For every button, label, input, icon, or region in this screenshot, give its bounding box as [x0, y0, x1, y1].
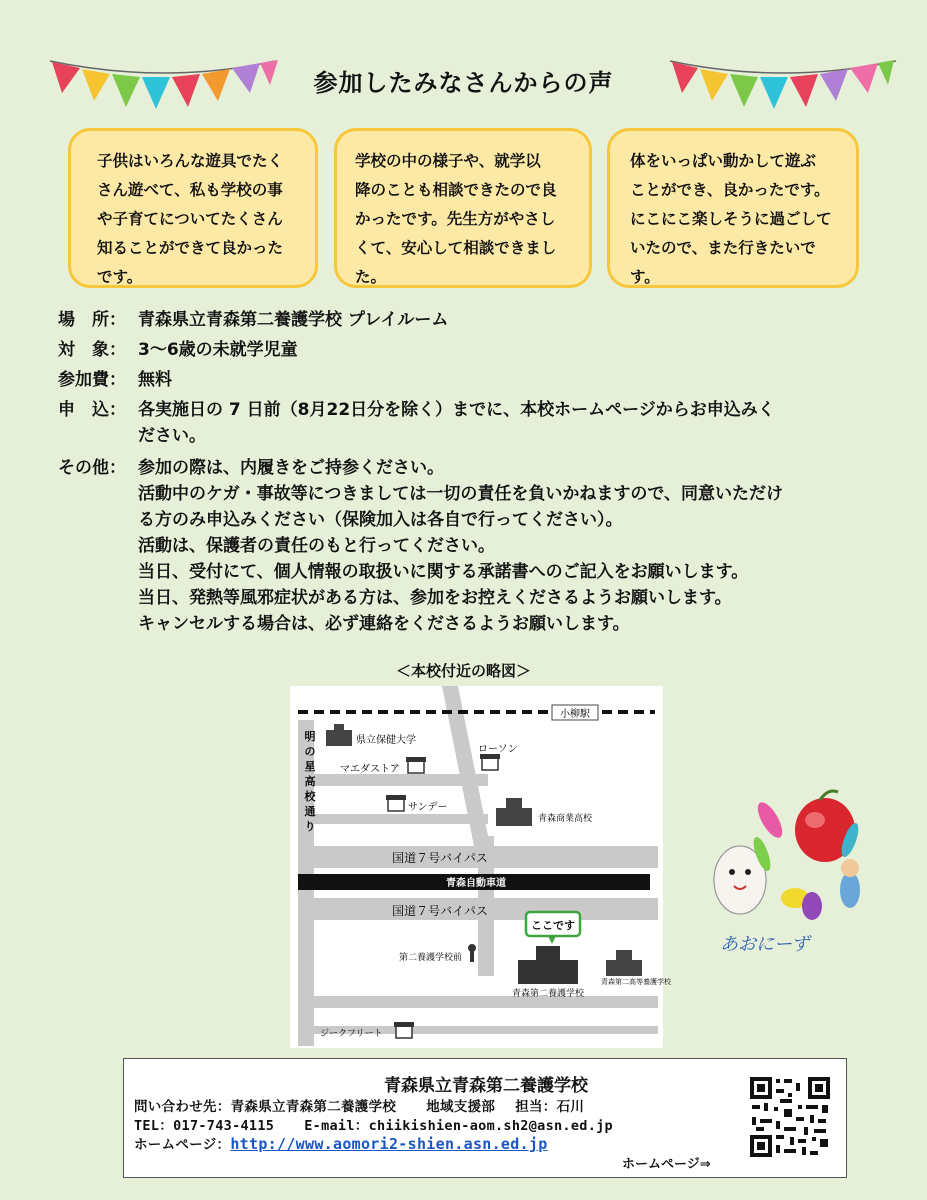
info-fee-row — [58, 367, 898, 397]
homepage-link[interactable]: http://www.aomori2-shien.asn.ed.jp — [230, 1135, 548, 1153]
voice-line: 子供はいろんな遊具でたく — [97, 152, 284, 170]
label-our-school: 青森第二養護学校 — [511, 989, 585, 999]
voice-bubble-1 — [68, 128, 318, 288]
map-title: ＜本校付近の略図＞ — [395, 662, 531, 680]
info-apply-line: 各実施日の 7 日前（8月22日分を除く）までに、本校ホームページからお申込みく — [138, 400, 775, 420]
contact-dept: 地域支援部 — [426, 1099, 496, 1115]
street-char: の — [304, 745, 316, 758]
contact-inquiry: 問い合わせ先：青森県立青森第二養護学校 — [134, 1099, 397, 1115]
info-section — [58, 307, 898, 637]
contact-box — [123, 1058, 847, 1178]
info-other-line: 当日、発熱等風邪症状がある方は、参加をお控えくださるようお願いします。 — [138, 588, 732, 608]
info-other-line: 当日、受付にて、個人情報の取扱いに関する承諾書へのご記入をお願いします。 — [138, 562, 749, 582]
voice-line: す。 — [630, 268, 660, 286]
label-expressway: 青森自動車道 — [446, 878, 506, 889]
label-bus-stop: 第二養護学校前 — [398, 953, 462, 963]
voice-bubble-2 — [334, 128, 592, 288]
area-map — [290, 686, 671, 1048]
qr-code[interactable] — [748, 1075, 832, 1159]
street-char: 星 — [304, 760, 316, 773]
label-route7-a: 国道７号バイパス — [392, 851, 488, 865]
info-other-line: 参加の際は、内履きをご持参ください。 — [138, 458, 444, 478]
store-icon — [480, 754, 500, 770]
info-apply-line: ださい。 — [138, 426, 206, 446]
landmark-university: 県立保健大学 — [356, 735, 416, 746]
voice-line: かったです。先生方がやさし — [355, 210, 556, 228]
contact-tel: TEL：017-743-4115 — [134, 1118, 275, 1134]
info-fee: 無料 — [138, 370, 172, 390]
info-target-row — [58, 337, 898, 367]
here-label: ここです — [531, 919, 575, 932]
voice-line: 降のことも相談できたので良 — [355, 181, 557, 199]
voice-line: くて、安心して相談できまし — [355, 239, 557, 257]
voice-line: た。 — [355, 268, 387, 286]
contact-line-hp — [134, 1133, 548, 1153]
contact-line-inquiry — [134, 1095, 584, 1115]
road-h1 — [298, 774, 488, 786]
street-char: 高 — [304, 775, 316, 788]
info-place: 青森県立青森第二養護学校 プレイルーム — [138, 310, 449, 330]
street-char: 校 — [304, 790, 316, 803]
store-icon — [394, 1022, 414, 1038]
info-label: 対 象： — [58, 340, 126, 360]
contact-email[interactable]: E-mail：chiikishien-aom.sh2@asn.ed.jp — [304, 1118, 613, 1134]
mascot-illustration — [700, 780, 880, 965]
info-label: その他： — [58, 458, 126, 478]
store-icon — [386, 795, 406, 811]
info-label: 参加費： — [58, 370, 126, 390]
landmark-jcflit: ジークフリート — [320, 1029, 383, 1039]
label-high-school: 青森第二高等養護学校 — [601, 978, 671, 986]
contact-line-tel — [134, 1114, 613, 1134]
info-other — [138, 455, 898, 637]
info-other-line: 活動は、保護者の責任のもと行ってください。 — [138, 536, 495, 556]
contact-title: 青森県立青森第二養護学校 — [384, 1076, 588, 1096]
info-target: 3～6歳の未就学児童 — [138, 340, 298, 360]
info-other-line: る方のみ申込みください（保険加入は各自で行ってください）。 — [138, 510, 623, 530]
voice-line: や子育てについてたくさん — [97, 210, 283, 228]
info-other-line: キャンセルする場合は、必ず連絡をくださるようお願いします。 — [138, 614, 630, 634]
road-h3 — [298, 996, 658, 1008]
contact-hp-label: ホームページ： — [134, 1137, 231, 1153]
street-char: 明 — [304, 730, 316, 743]
page-title: 参加したみなさんからの声 — [313, 69, 614, 97]
voice-line: です。 — [97, 268, 143, 286]
mascot-label: あおにーず — [720, 934, 810, 955]
landmark-commercial-hs: 青森商業高校 — [538, 814, 593, 824]
landmark-sunday: サンデー — [408, 802, 448, 813]
voice-line: いたので、また行きたいで — [630, 239, 816, 257]
voice-line: にこにこ楽しそうに過ごして — [630, 210, 832, 228]
voice-line: さん遊べて、私も学校の事 — [97, 181, 283, 199]
road-h2 — [298, 814, 488, 824]
voice-line: 学校の中の様子や、就学以 — [355, 152, 541, 170]
voice-line: ことができ、良かったです。 — [630, 181, 830, 199]
contact-person: 担当：石川 — [515, 1099, 585, 1115]
voice-line: 知ることができて良かった — [97, 239, 284, 257]
station-label: 小柳駅 — [560, 709, 590, 720]
voice-line: 体をいっぱい動かして遊ぶ — [630, 152, 817, 170]
info-label: 場 所： — [58, 310, 126, 330]
street-char: 通 — [304, 805, 316, 818]
info-apply — [138, 397, 898, 455]
voice-bubble-3 — [607, 128, 859, 288]
qr-caption: ホームページ⇒ — [622, 1157, 711, 1172]
info-apply-row — [58, 397, 898, 455]
landmark-maeda: マエダストア — [340, 764, 400, 775]
info-other-row — [58, 455, 898, 637]
store-icon — [406, 757, 426, 773]
info-other-line: 活動中のケガ・事故等につきましては一切の責任を負いかねますので、同意いただけ — [138, 484, 783, 504]
info-label: 申 込： — [58, 400, 126, 420]
label-route7-b: 国道７号バイパス — [392, 904, 488, 918]
street-char: り — [304, 820, 316, 833]
info-place-row — [58, 307, 898, 337]
landmark-lawson: ローソン — [478, 744, 518, 755]
